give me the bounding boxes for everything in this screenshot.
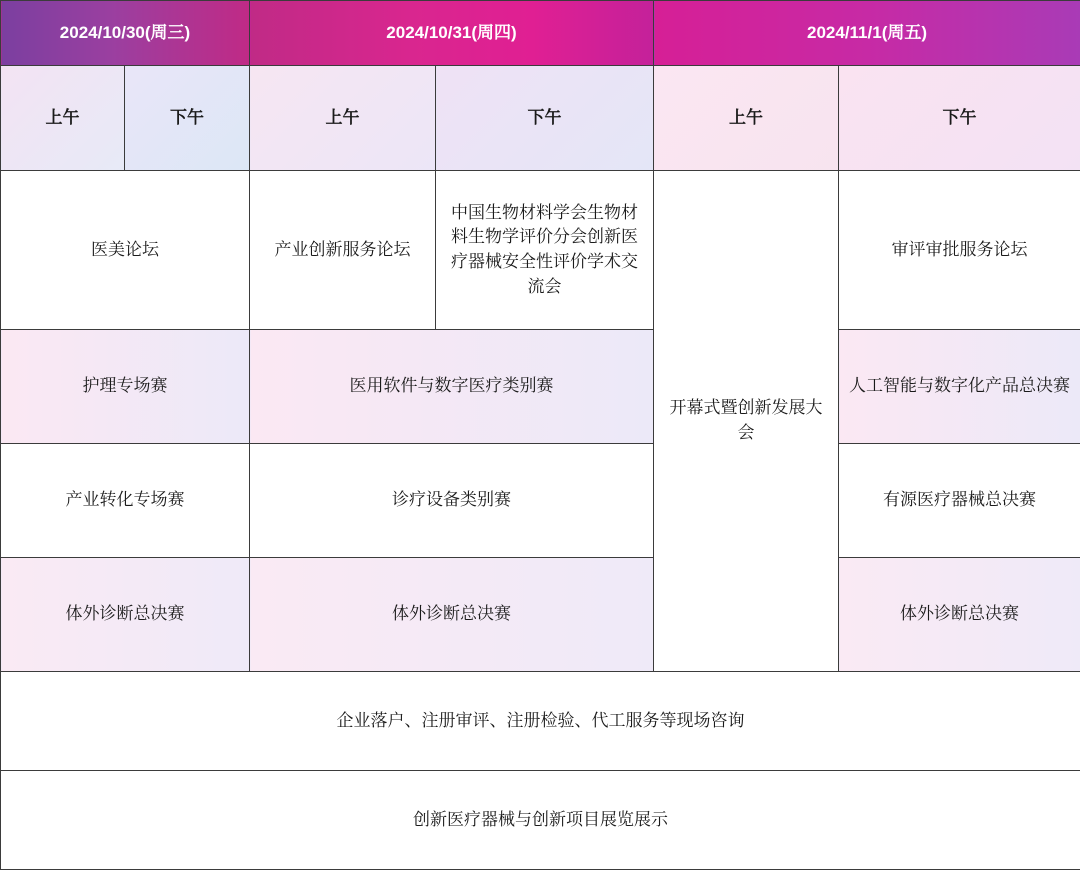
schedule-row-2 — [1, 330, 1080, 444]
footer-row-exhibition — [1, 771, 1080, 870]
schedule-row-1 — [1, 171, 1080, 330]
schedule-row-3 — [1, 444, 1080, 558]
session-header-cell-5: 上午 — [654, 66, 839, 171]
date-header-cell-3: 2024/11/1(周五) — [654, 1, 1080, 66]
schedule-row-4 — [1, 558, 1080, 672]
session-header-cell-4: 下午 — [436, 66, 654, 171]
session-header-cell-1: 上午 — [1, 66, 125, 171]
event-cell-1-1: 医美论坛 — [1, 171, 250, 330]
event-cell-4-1: 体外诊断总决赛 — [1, 558, 250, 672]
date-header-row — [1, 1, 1080, 66]
event-cell-1-5: 审评审批服务论坛 — [839, 171, 1080, 330]
date-header-cell-1: 2024/10/30(周三) — [1, 1, 250, 66]
session-header-cell-3: 上午 — [250, 66, 436, 171]
date-header-cell-2: 2024/10/31(周四) — [250, 1, 654, 66]
event-cell-1-3: 中国生物材料学会生物材料生物学评价分会创新医疗器械安全性评价学术交流会 — [436, 171, 654, 330]
session-header-row — [1, 66, 1080, 171]
event-cell-2-3: 人工智能与数字化产品总决赛 — [839, 330, 1080, 444]
event-cell-2-1: 护理专场赛 — [1, 330, 250, 444]
event-cell-4-3: 体外诊断总决赛 — [839, 558, 1080, 672]
event-cell-3-3: 有源医疗器械总决赛 — [839, 444, 1080, 558]
session-header-cell-2: 下午 — [125, 66, 250, 171]
event-cell-2-2: 医用软件与数字医疗类别赛 — [250, 330, 654, 444]
event-cell-3-2: 诊疗设备类别赛 — [250, 444, 654, 558]
footer-row-consultation — [1, 672, 1080, 771]
footer-cell-consultation: 企业落户、注册审评、注册检验、代工服务等现场咨询 — [1, 672, 1080, 771]
event-cell-opening-ceremony: 开幕式暨创新发展大会 — [654, 171, 839, 672]
event-cell-3-1: 产业转化专场赛 — [1, 444, 250, 558]
footer-cell-exhibition: 创新医疗器械与创新项目展览展示 — [1, 771, 1080, 870]
event-cell-1-2: 产业创新服务论坛 — [250, 171, 436, 330]
event-cell-4-2: 体外诊断总决赛 — [250, 558, 654, 672]
session-header-cell-6: 下午 — [839, 66, 1080, 171]
